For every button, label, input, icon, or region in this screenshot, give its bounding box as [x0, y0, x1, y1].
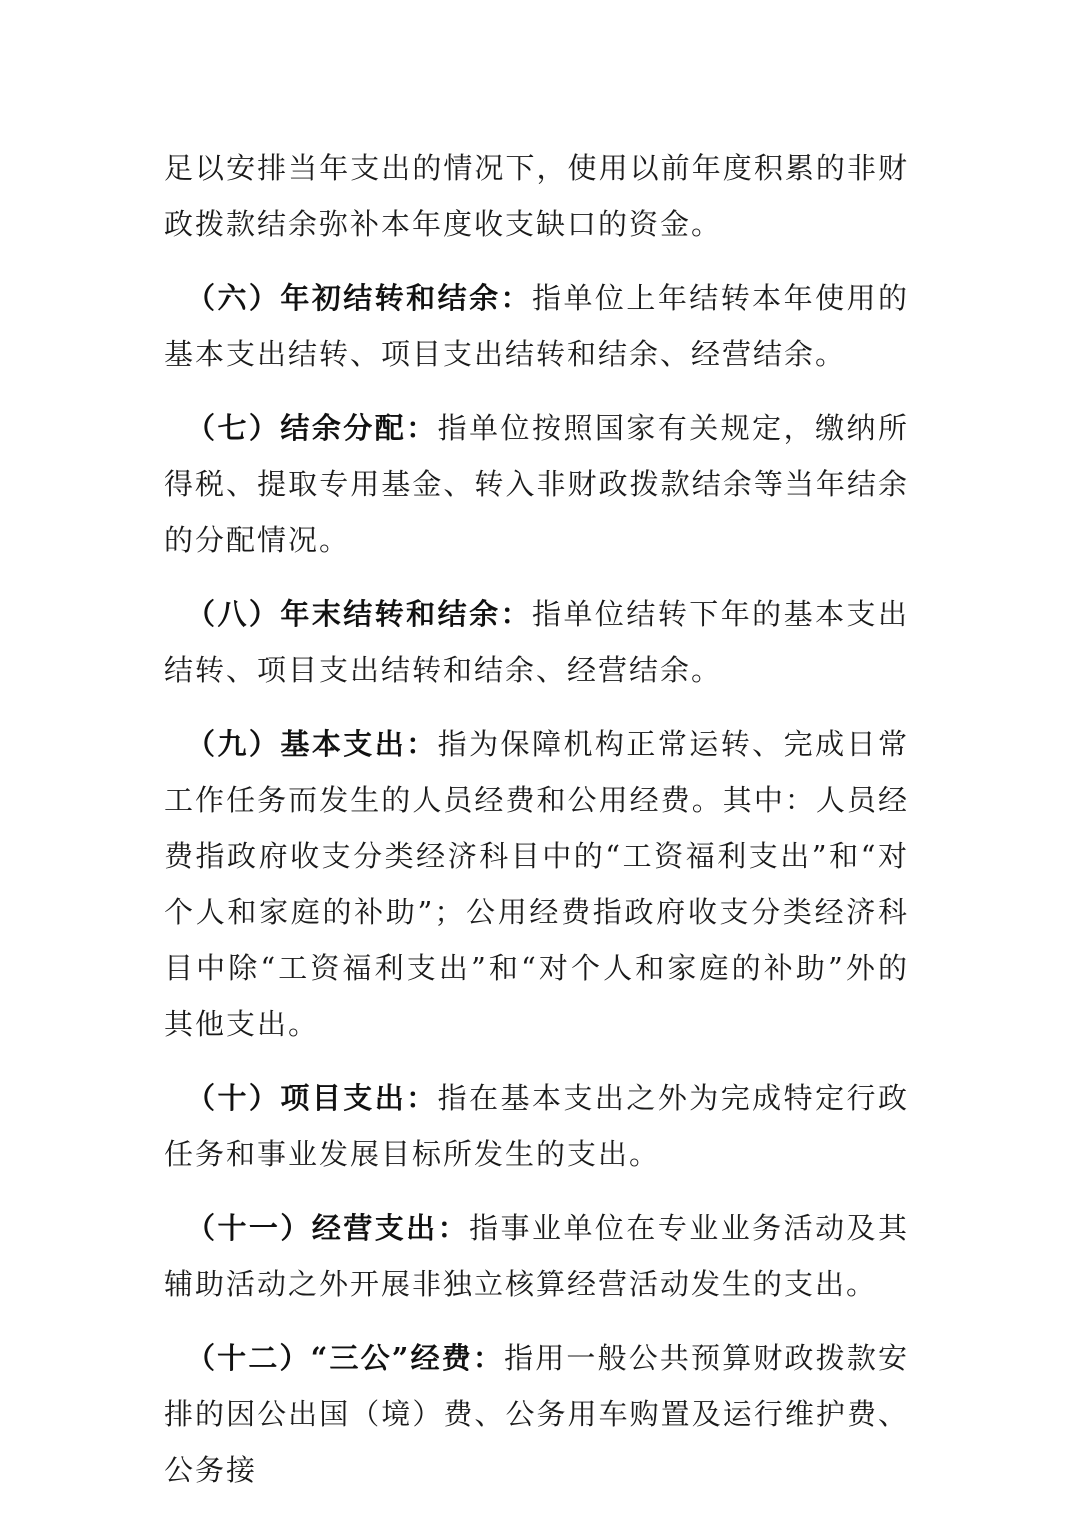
- paragraph-item-9: [164, 716, 909, 1052]
- paragraph-item-12: [164, 1330, 909, 1498]
- term-heading: （十二）“三公”经费：: [186, 1341, 505, 1375]
- paragraph-text: 指单位结转下年的基本支出结转、项目支出结转和结余、经营结余。: [164, 597, 909, 687]
- paragraph-text: 指为保障机构正常运转、完成日常工作任务而发生的人员经费和公用经费。其中：人员经费指政府收支分类经济科目中的“工资福利支出”和“对个人和家庭的补助”；公用经费指政府收支分类经济科目中除“工资福利支出”和“对个人和家庭的补助”外的其他支出。: [164, 727, 909, 1041]
- term-heading: （十一）经营支出：: [186, 1211, 470, 1245]
- term-heading: （六）年初结转和结余：: [186, 281, 532, 315]
- document-body: [164, 140, 909, 1516]
- paragraph-item-8: [164, 586, 909, 698]
- paragraph-text: 指事业单位在专业业务活动及其辅助活动之外开展非独立核算经营活动发生的支出。: [164, 1211, 909, 1301]
- paragraph-continuation: [164, 140, 909, 252]
- paragraph-item-6: [164, 270, 909, 382]
- paragraph-text: 指单位上年结转本年使用的基本支出结转、项目支出结转和结余、经营结余。: [164, 281, 909, 371]
- paragraph-item-10: [164, 1070, 909, 1182]
- term-heading: （十）项目支出：: [186, 1081, 438, 1115]
- paragraph-text: 指在基本支出之外为完成特定行政任务和事业发展目标所发生的支出。: [164, 1081, 909, 1171]
- paragraph-item-7: [164, 400, 909, 568]
- term-heading: （九）基本支出：: [186, 727, 438, 761]
- term-heading: （七）结余分配：: [186, 411, 438, 445]
- paragraph-text: 足以安排当年支出的情况下，使用以前年度积累的非财政拨款结余弥补本年度收支缺口的资金。: [164, 151, 909, 241]
- term-heading: （八）年末结转和结余：: [186, 597, 532, 631]
- paragraph-text: 指用一般公共预算财政拨款安排的因公出国（境）费、公务用车购置及运行维护费、公务接: [164, 1341, 909, 1487]
- paragraph-item-11: [164, 1200, 909, 1312]
- paragraph-text: 指单位按照国家有关规定，缴纳所得税、提取专用基金、转入非财政拨款结余等当年结余的分配情况。: [164, 411, 909, 557]
